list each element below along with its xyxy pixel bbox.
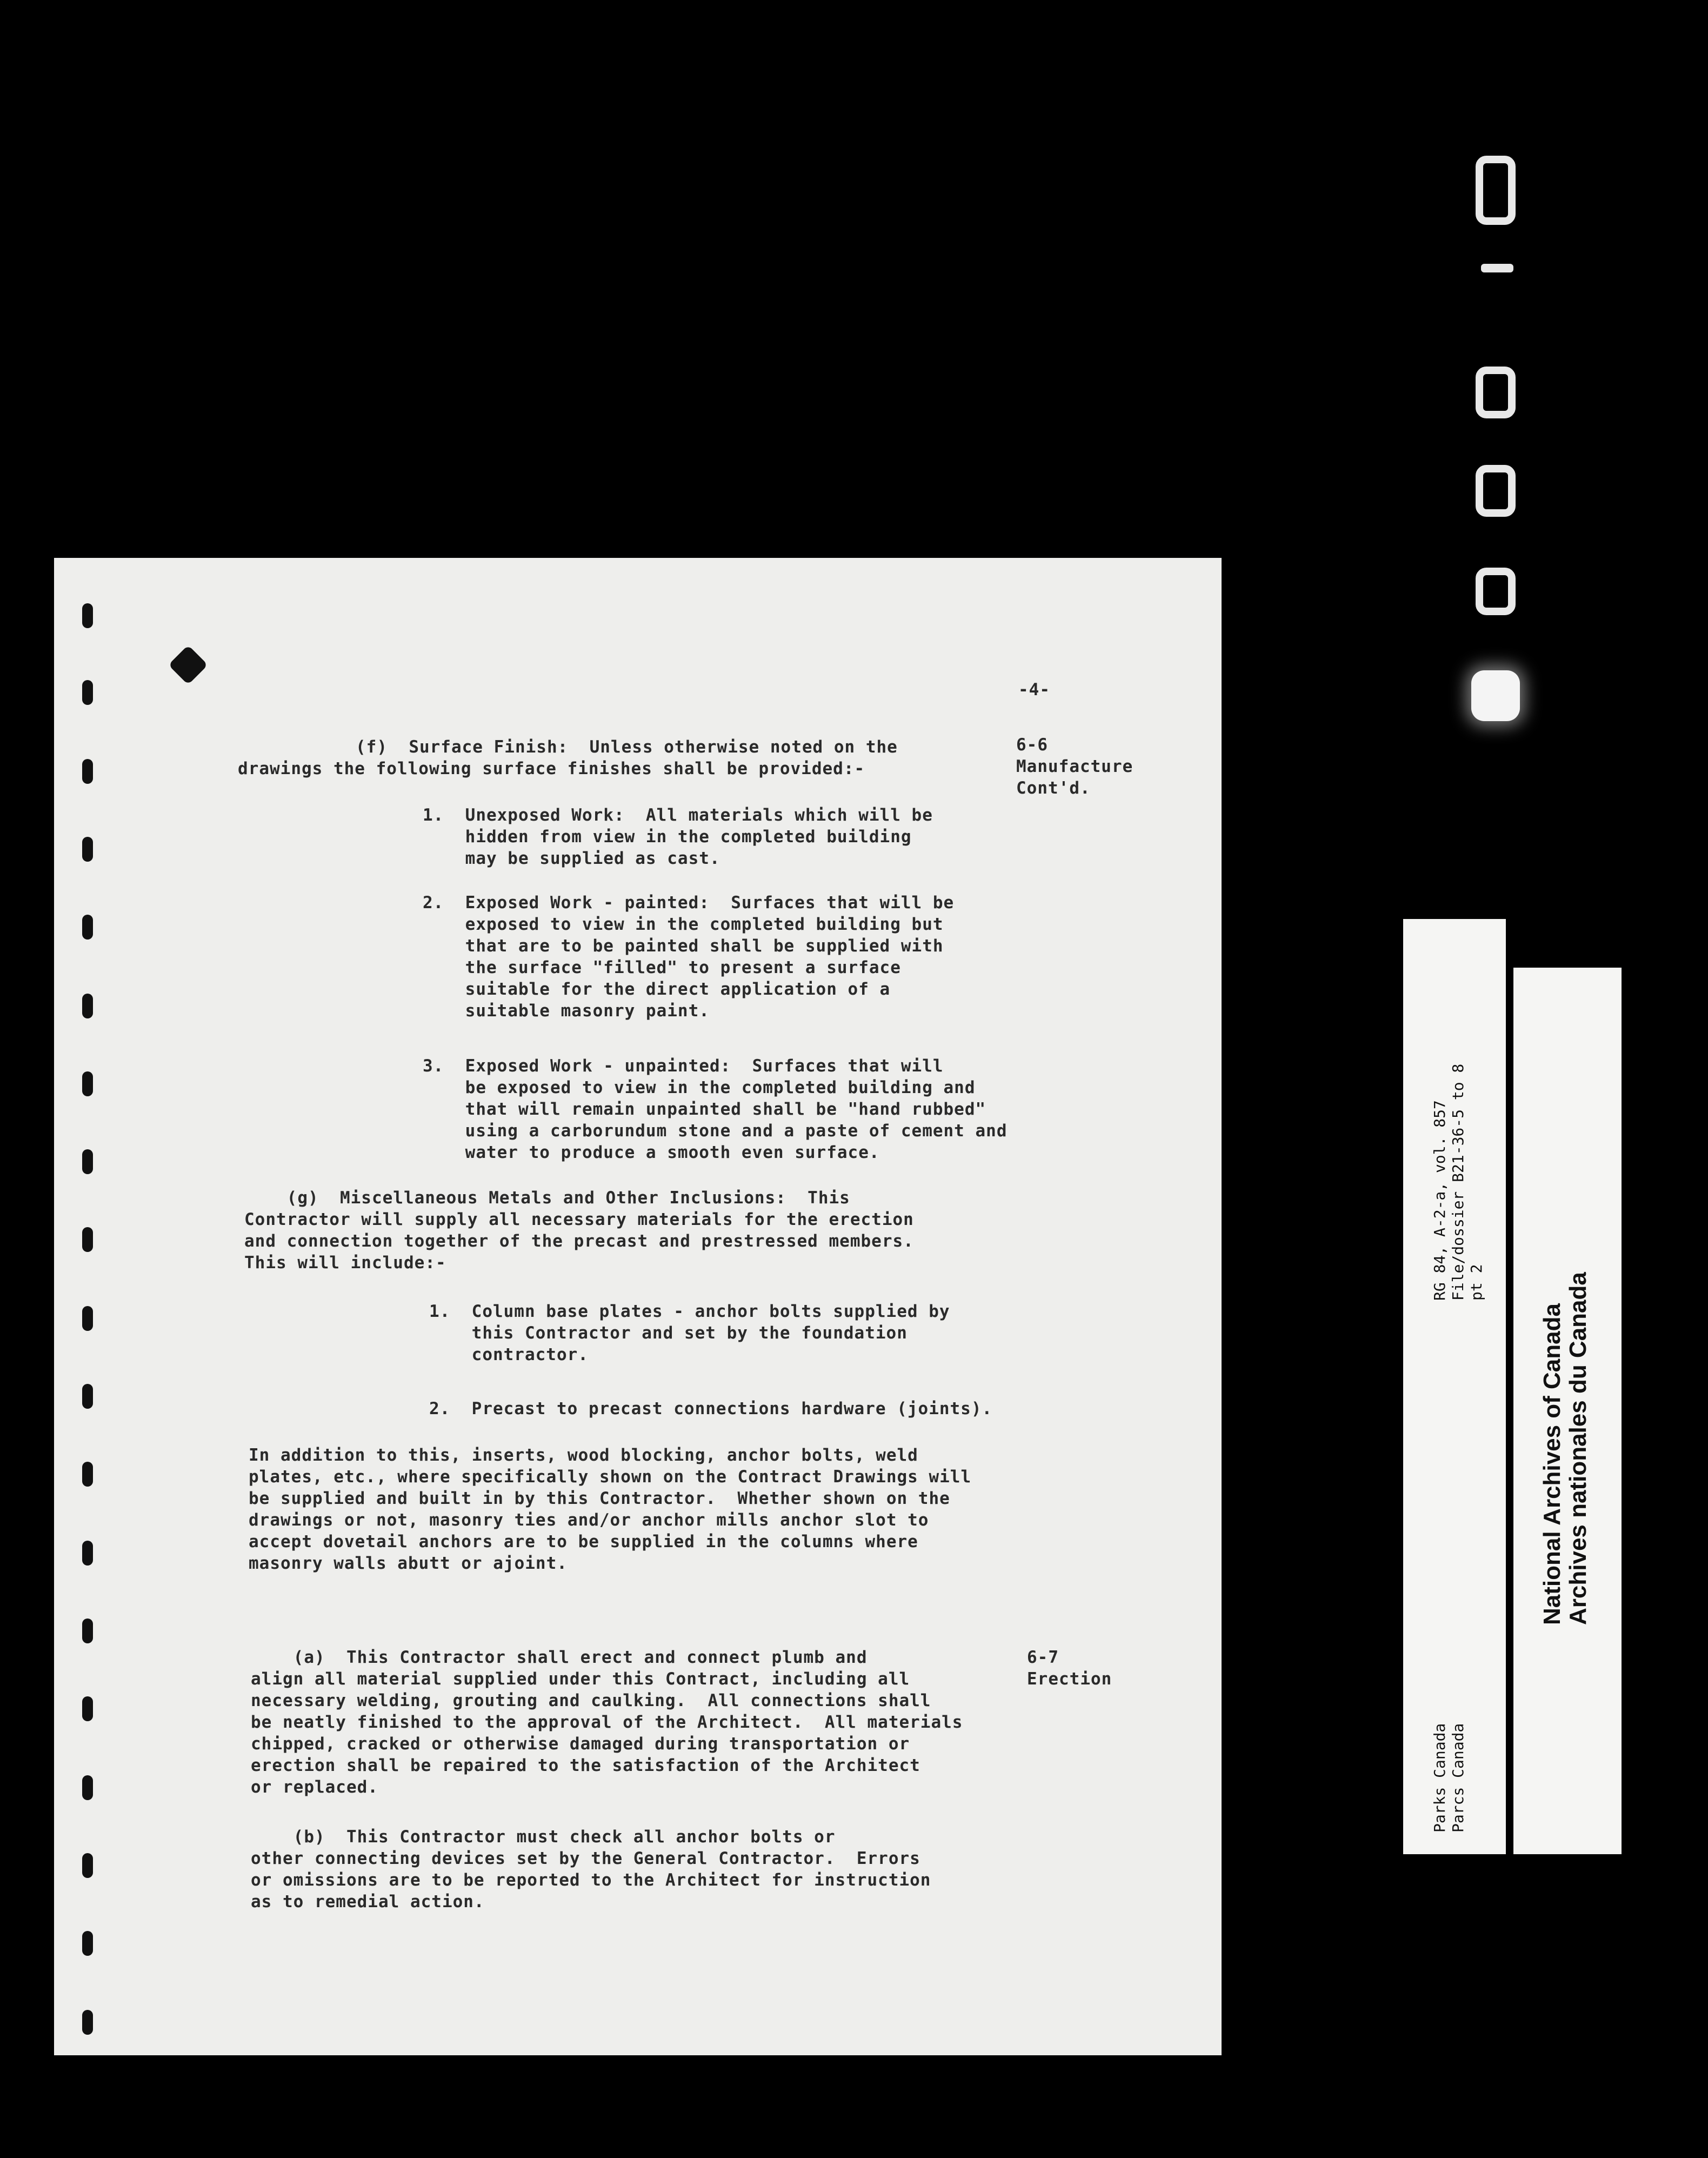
punch-hole: [82, 915, 93, 940]
section-f-item-2-line: that are to be painted shall be supplied with: [423, 936, 944, 956]
erection-para-b-line: other connecting devices set by the General Contractor. Errors: [251, 1849, 920, 1868]
archive-reference-card: [1403, 919, 1506, 1854]
section-f-item-2-line: the surface "filled" to present a surface: [423, 958, 901, 977]
section-g-item-1-line: 1. Column base plates - anchor bolts supplied by: [429, 1302, 950, 1321]
section-f-item-3-line: that will remain unpainted shall be "hand rubbed": [423, 1100, 986, 1119]
erection-para-b-line: as to remedial action.: [251, 1892, 485, 1911]
punch-hole: [82, 994, 93, 1018]
punch-hole: [82, 1775, 93, 1800]
frame-counter-mark-5: [1471, 670, 1520, 721]
section-f-item-1-line: hidden from view in the completed building: [423, 827, 912, 847]
section-g-addition-line: masonry walls abutt or ajoint.: [249, 1554, 568, 1573]
section-f-heading: (f) Surface Finish: Unless otherwise noted on the: [356, 737, 898, 757]
margin-note-6-6-title: Manufacture: [1016, 757, 1133, 776]
erection-para-a-line: be neatly finished to the approval of the Architect. All materials: [251, 1713, 963, 1732]
section-g-item-1-line: this Contractor and set by the foundation: [429, 1323, 908, 1343]
section-g-item-1-line: contractor.: [429, 1345, 589, 1364]
section-g-line: and connection together of the precast and prestressed members.: [244, 1231, 914, 1251]
punch-hole: [82, 2010, 93, 2035]
erection-para-a-line: or replaced.: [251, 1777, 378, 1797]
section-f-item-1-line: 1. Unexposed Work: All materials which will be: [423, 805, 933, 825]
frame-counter-mark-2: [1476, 367, 1516, 418]
punch-hole: [82, 1071, 93, 1096]
section-g-addition-line: be supplied and built in by this Contractor. Whether shown on the: [249, 1489, 950, 1508]
punch-hole: [82, 1306, 93, 1331]
erection-para-a-line: erection shall be repaired to the satisfaction of the Architect: [251, 1756, 920, 1775]
erection-para-a-line: (a) This Contractor shall erect and connect plumb and: [251, 1648, 868, 1667]
punch-hole: [82, 837, 93, 862]
margin-note-6-7-title: Erection: [1027, 1669, 1112, 1689]
national-archives-stamp: [1513, 968, 1622, 1854]
section-f-item-2-line: exposed to view in the completed building but: [423, 915, 944, 934]
archives-name-fr: Archives nationales du Canada: [1565, 1272, 1591, 1625]
document-page: [54, 558, 1222, 2055]
section-f-item-3-line: 3. Exposed Work - unpainted: Surfaces that will: [423, 1056, 944, 1076]
section-g-addition-line: accept dovetail anchors are to be supplied in the columns where: [249, 1532, 918, 1551]
agency-name-en: Parks Canada: [1431, 1723, 1449, 1833]
frame-counter-mark-3: [1476, 465, 1516, 517]
section-f-item-2-line: suitable masonry paint.: [423, 1001, 710, 1021]
agency-name-fr: Parcs Canada: [1449, 1723, 1467, 1833]
frame-counter-mark-4: [1476, 568, 1516, 615]
section-g-item-2-line: 2. Precast to precast connections hardware (joints).: [429, 1399, 993, 1418]
punch-hole: [82, 1618, 93, 1643]
punch-hole: [82, 603, 93, 628]
section-g-line: (g) Miscellaneous Metals and Other Inclusions: This: [244, 1188, 850, 1208]
archive-reference-line: RG 84, A-2-a, vol. 857: [1431, 1100, 1449, 1301]
archives-name-en: National Archives of Canada: [1539, 1303, 1565, 1625]
frame-counter-dash: [1481, 264, 1513, 272]
punch-hole: [82, 1541, 93, 1566]
punch-hole: [82, 1149, 93, 1174]
erection-para-a-line: align all material supplied under this Contract, including all: [251, 1669, 910, 1689]
margin-note-6-7: 6-7: [1027, 1648, 1059, 1667]
erection-para-b-line: (b) This Contractor must check all anchor bolts or: [251, 1827, 836, 1847]
ink-blot: [168, 645, 208, 685]
archive-reference-line: pt 2: [1467, 1264, 1485, 1301]
section-g-line: This will include:-: [244, 1253, 446, 1273]
archive-reference-line: File/dossier B21-36-5 to 8: [1449, 1063, 1467, 1301]
punch-hole: [82, 1227, 93, 1252]
page-number: -4-: [1018, 680, 1050, 700]
punch-hole: [82, 1931, 93, 1956]
section-g-addition-line: plates, etc., where specifically shown on the Contract Drawings will: [249, 1467, 972, 1487]
section-f-item-3-line: water to produce a smooth even surface.: [423, 1143, 880, 1162]
section-f-intro: drawings the following surface finishes shall be provided:-: [238, 759, 865, 778]
margin-note-6-6: 6-6: [1016, 735, 1048, 755]
punch-hole: [82, 1384, 93, 1409]
margin-note-6-6-contd: Cont'd.: [1016, 778, 1091, 798]
section-f-item-2-line: suitable for the direct application of a: [423, 980, 891, 999]
erection-para-a-line: necessary welding, grouting and caulking. All connections shall: [251, 1691, 931, 1710]
frame-counter-mark-1: [1476, 156, 1516, 225]
section-f-item-1-line: may be supplied as cast.: [423, 849, 720, 868]
punch-hole: [82, 1696, 93, 1721]
section-f-item-3-line: be exposed to view in the completed building and: [423, 1078, 976, 1097]
section-g-line: Contractor will supply all necessary materials for the erection: [244, 1210, 914, 1229]
erection-para-b-line: or omissions are to be reported to the Architect for instruction: [251, 1870, 931, 1890]
section-f-item-2-line: 2. Exposed Work - painted: Surfaces that will be: [423, 893, 955, 913]
punch-hole: [82, 1462, 93, 1487]
punch-hole: [82, 759, 93, 784]
section-f-item-3-line: using a carborundum stone and a paste of cement and: [423, 1121, 1008, 1141]
section-g-addition-line: In addition to this, inserts, wood blocking, anchor bolts, weld: [249, 1446, 918, 1465]
punch-hole: [82, 680, 93, 705]
erection-para-a-line: chipped, cracked or otherwise damaged during transportation or: [251, 1734, 910, 1754]
section-g-addition-line: drawings or not, masonry ties and/or anchor mills anchor slot to: [249, 1510, 929, 1530]
punch-hole: [82, 1853, 93, 1878]
